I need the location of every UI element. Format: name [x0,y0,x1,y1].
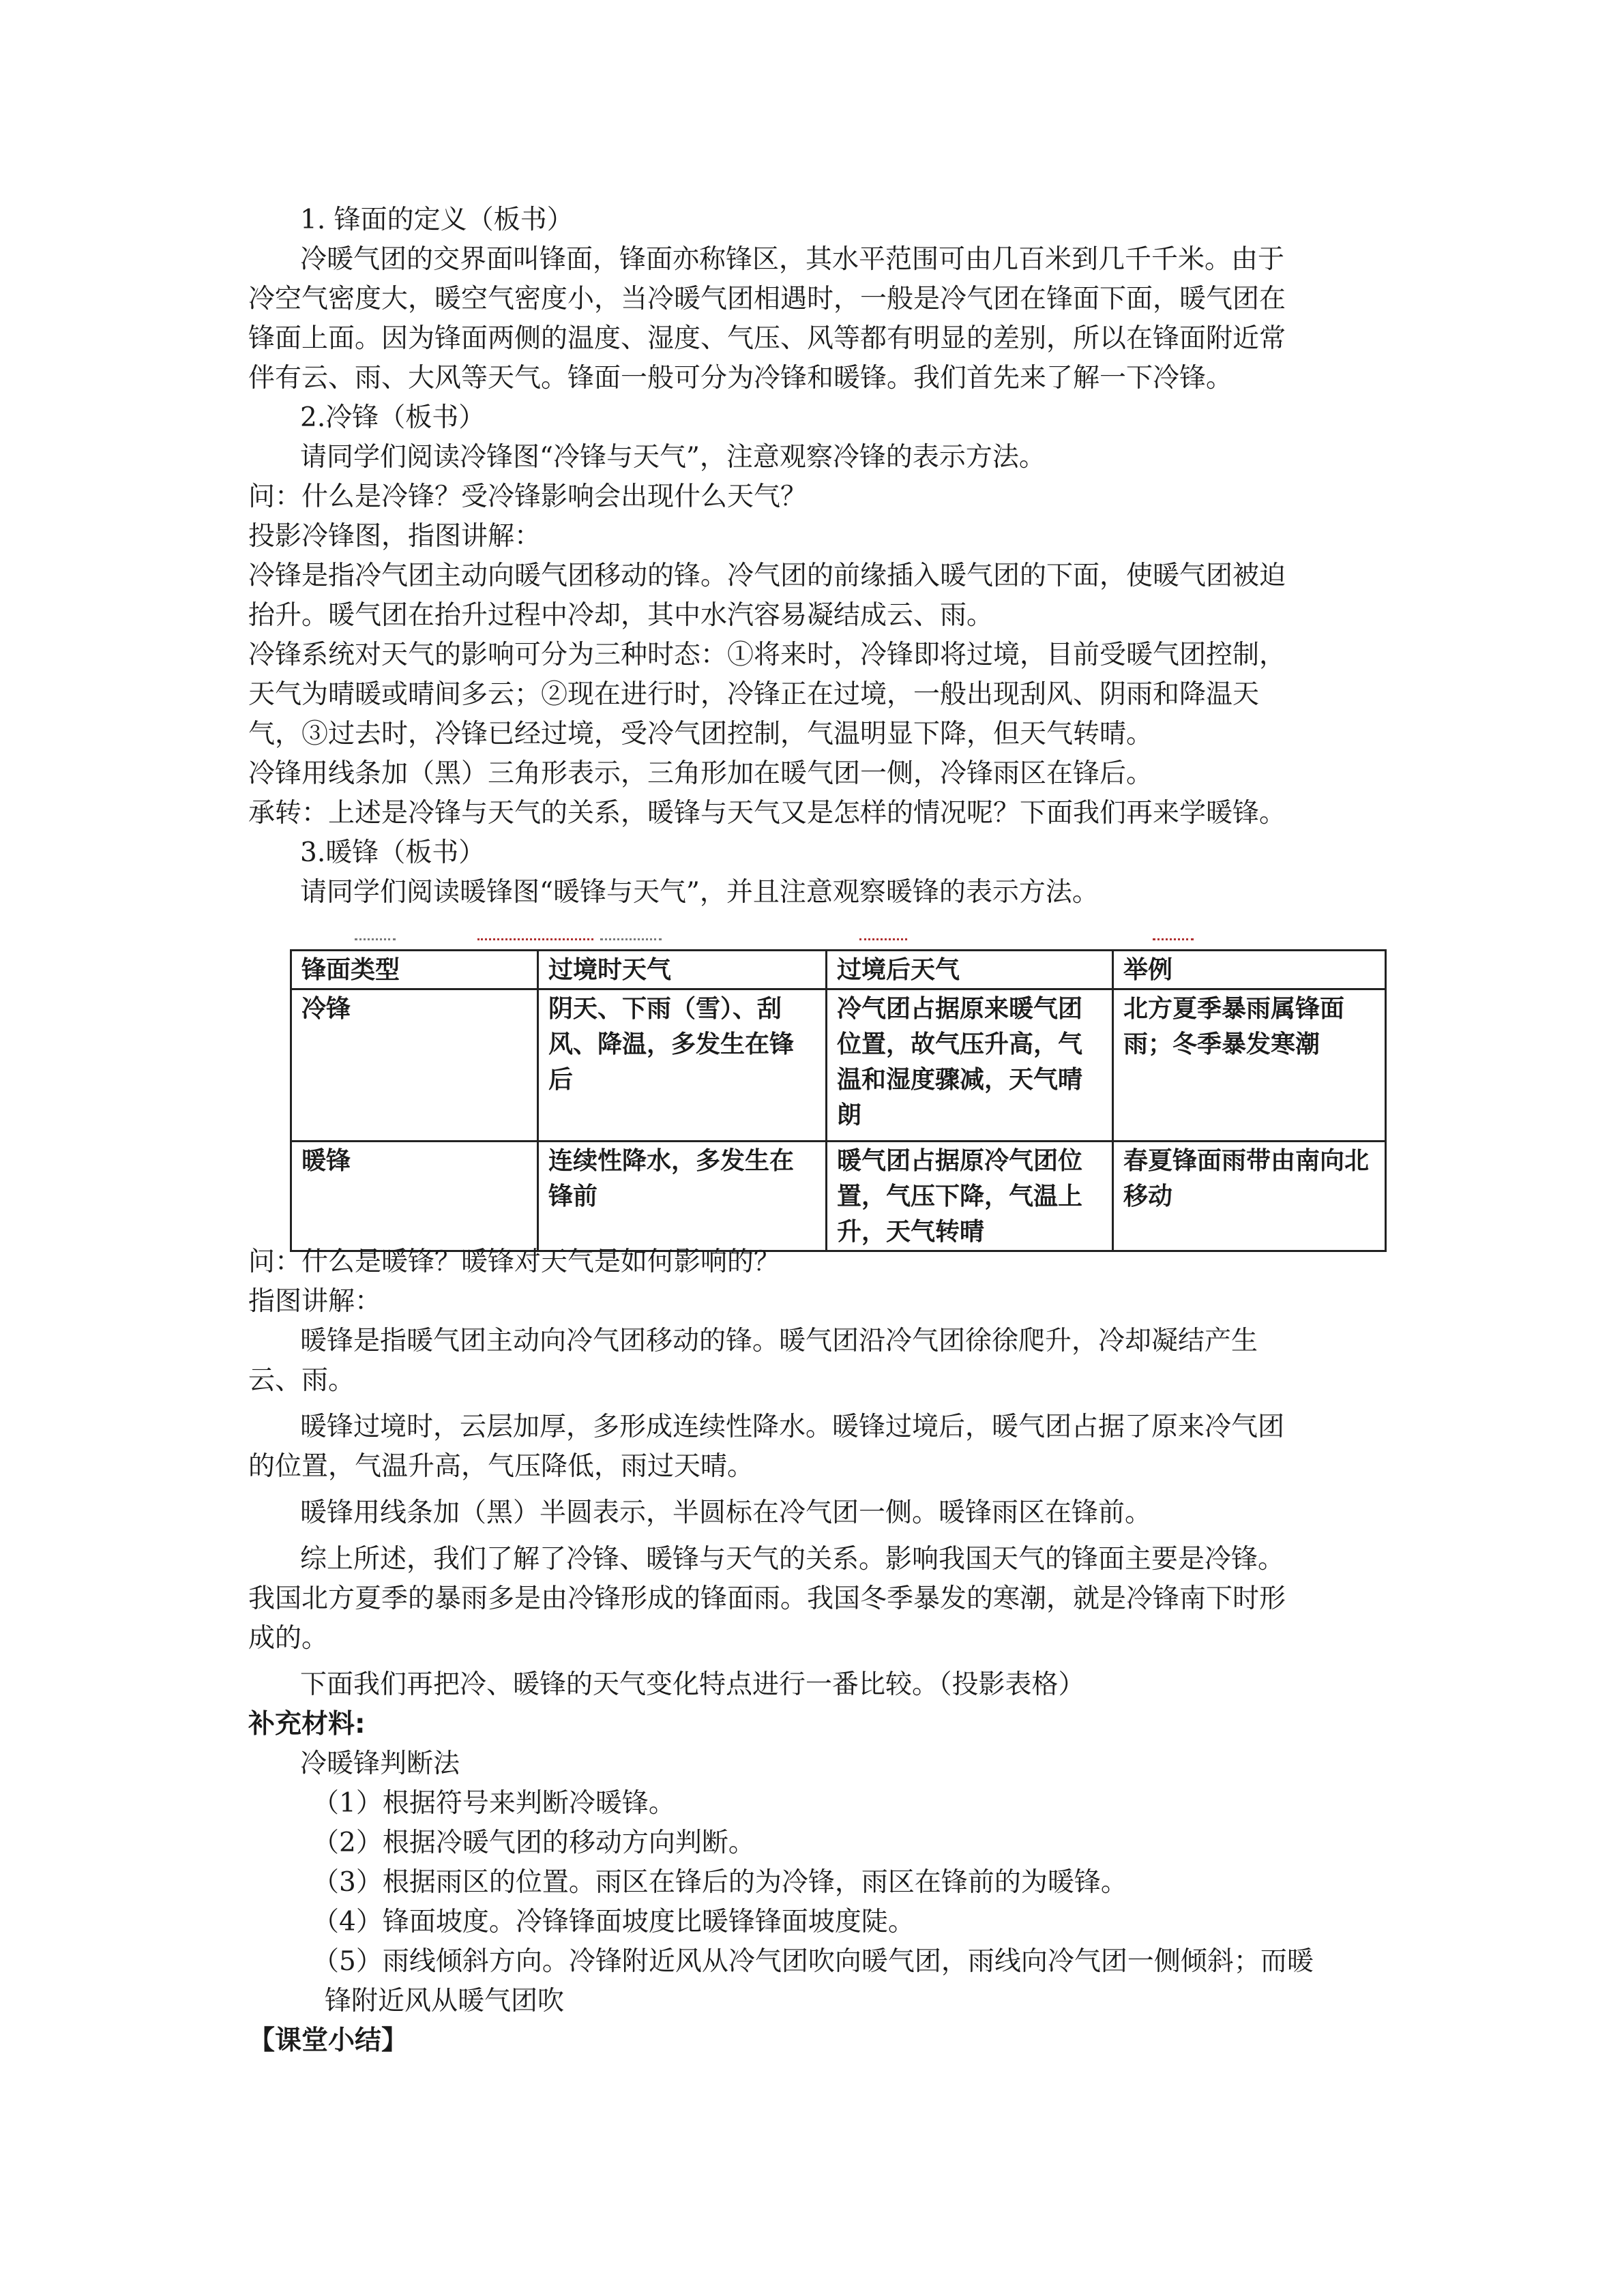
section1-line: 伴有云、雨、大风等天气。锋面一般可分为冷锋和暖锋。我们首先来了解一下冷锋。 [248,363,1233,393]
supplement-item: （5）雨线倾斜方向。冷锋附近风从冷气团吹向暖气团，雨线向冷气团一侧倾斜；而暖 [312,1946,1314,1977]
section2-line: 冷锋用线条加（黑）三角形表示，三角形加在暖气团一侧，冷锋雨区在锋后。 [248,758,1153,789]
warm-front-line: 暖锋过境时，云层加厚，多形成连续性降水。暖锋过境后，暖气团占据了原来冷气团 [300,1412,1285,1442]
comparison-line: 下面我们再把冷、暖锋的天气变化特点进行一番比较。（投影表格） [300,1669,1085,1700]
section2-heading: 2.冷锋（板书） [300,402,486,433]
supplement-item: （1）根据符号来判断冷暖锋。 [312,1788,675,1819]
supplement-item-continued: 锋附近风从暖气团吹 [325,1986,565,2016]
section1-line: 冷暖气团的交界面叫锋面，锋面亦称锋区，其水平范围可由几百米到几千千米。由于 [300,244,1285,275]
table-cell: 暖气团占据原冷气团位置，气压下降，气温上升，天气转晴 [827,1142,1113,1251]
section3-heading: 3.暖锋（板书） [300,837,486,868]
table-header-cell: 过境时天气 [538,951,827,989]
summary-line: 成的。 [248,1623,329,1654]
supplement-item: （3）根据雨区的位置。雨区在锋后的为冷锋，雨区在锋前的为暖锋。 [312,1867,1127,1898]
warm-front-line: 暖锋是指暖气团主动向冷气团移动的锋。暖气团沿冷气团徐徐爬升，冷却凝结产生 [300,1326,1258,1356]
section2-line: 冷锋系统对天气的影响可分为三种时态：①将来时，冷锋即将过境，目前受暖气团控制， [248,640,1286,670]
section2-line: 天气为晴暖或晴间多云；②现在进行时，冷锋正在过境，一般出现刮风、阴雨和降温天 [248,679,1260,710]
table-scan-artifact [600,938,662,943]
supplement-heading: 补充材料: [248,1709,366,1740]
section2-line: 承转：上述是冷锋与天气的关系，暖锋与天气又是怎样的情况呢？下面我们再来学暖锋。 [248,798,1286,829]
table-cell: 北方夏季暴雨属锋面雨；冬季暴发寒潮 [1113,989,1386,1142]
section2-intro: 请同学们阅读冷锋图“冷锋与天气”，注意观察冷锋的表示方法。 [300,442,1046,473]
class-summary-heading: 【课堂小结】 [248,2025,409,2056]
section1-line: 冷空气密度大，暖空气密度小，当冷暖气团相遇时，一般是冷气团在锋面下面，暖气团在 [248,284,1286,314]
table-row [291,989,1386,1142]
summary-line: 综上所述，我们了解了冷锋、暖锋与天气的关系。影响我国天气的锋面主要是冷锋。 [300,1544,1285,1575]
table-header-cell: 锋面类型 [291,951,538,989]
section2-line: 气，③过去时，冷锋已经过境，受冷气团控制，气温明显下降，但天气转晴。 [248,719,1153,749]
table-scan-artifact [859,938,907,943]
table-row [291,1142,1386,1251]
warm-front-line: 的位置，气温升高，气压降低，雨过天晴。 [248,1451,754,1482]
section3-intro: 请同学们阅读暖锋图“暖锋与天气”，并且注意观察暖锋的表示方法。 [300,877,1099,908]
warm-front-explain: 指图讲解： [248,1286,382,1317]
supplement-item: （4）锋面坡度。冷锋锋面坡度比暖锋锋面坡度陡。 [312,1907,915,1937]
warm-front-line: 暖锋用线条加（黑）半圆表示，半圆标在冷气团一侧。暖锋雨区在锋前。 [300,1497,1152,1528]
table-cell: 连续性降水，多发生在锋前 [538,1142,827,1251]
front-comparison-table [290,949,1387,1252]
table-scan-artifact [1153,938,1194,943]
table-cell: 春夏锋面雨带由南向北移动 [1113,1142,1386,1251]
table-cell: 阴天、下雨（雪）、刮风、降温，多发生在锋后 [538,989,827,1142]
warm-front-line: 云、雨。 [248,1365,355,1396]
summary-line: 我国北方夏季的暴雨多是由冷锋形成的锋面雨。我国冬季暴发的寒潮，就是冷锋南下时形 [248,1583,1286,1614]
table-header-cell: 举例 [1113,951,1386,989]
section2-projection: 投影冷锋图，指图讲解： [248,521,542,552]
warm-front-question: 问：什么是暖锋？暖锋对天气是如何影响的？ [248,1247,781,1277]
table-cell: 冷气团占据原来暖气团位置，故气压升高，气温和湿度骤减，天气晴朗 [827,989,1113,1142]
table-scan-artifact [355,938,396,943]
section1-heading: 1. 锋面的定义（板书） [300,205,574,235]
table-scan-artifact [477,938,593,943]
table-header-cell: 过境后天气 [827,951,1113,989]
section2-line: 冷锋是指冷气团主动向暖气团移动的锋。冷气团的前缘插入暖气团的下面，使暖气团被迫 [248,561,1286,591]
table-header-row [291,951,1386,989]
supplement-title: 冷暖锋判断法 [300,1748,460,1779]
section1-line: 锋面上面。因为锋面两侧的温度、湿度、气压、风等都有明显的差别，所以在锋面附近常 [248,323,1286,354]
table-cell: 暖锋 [291,1142,538,1251]
section2-line: 抬升。暖气团在抬升过程中冷却，其中水汽容易凝结成云、雨。 [248,600,994,631]
table-cell: 冷锋 [291,989,538,1142]
section2-question: 问：什么是冷锋？受冷锋影响会出现什么天气？ [248,481,808,512]
supplement-item: （2）根据冷暖气团的移动方向判断。 [312,1828,755,1858]
